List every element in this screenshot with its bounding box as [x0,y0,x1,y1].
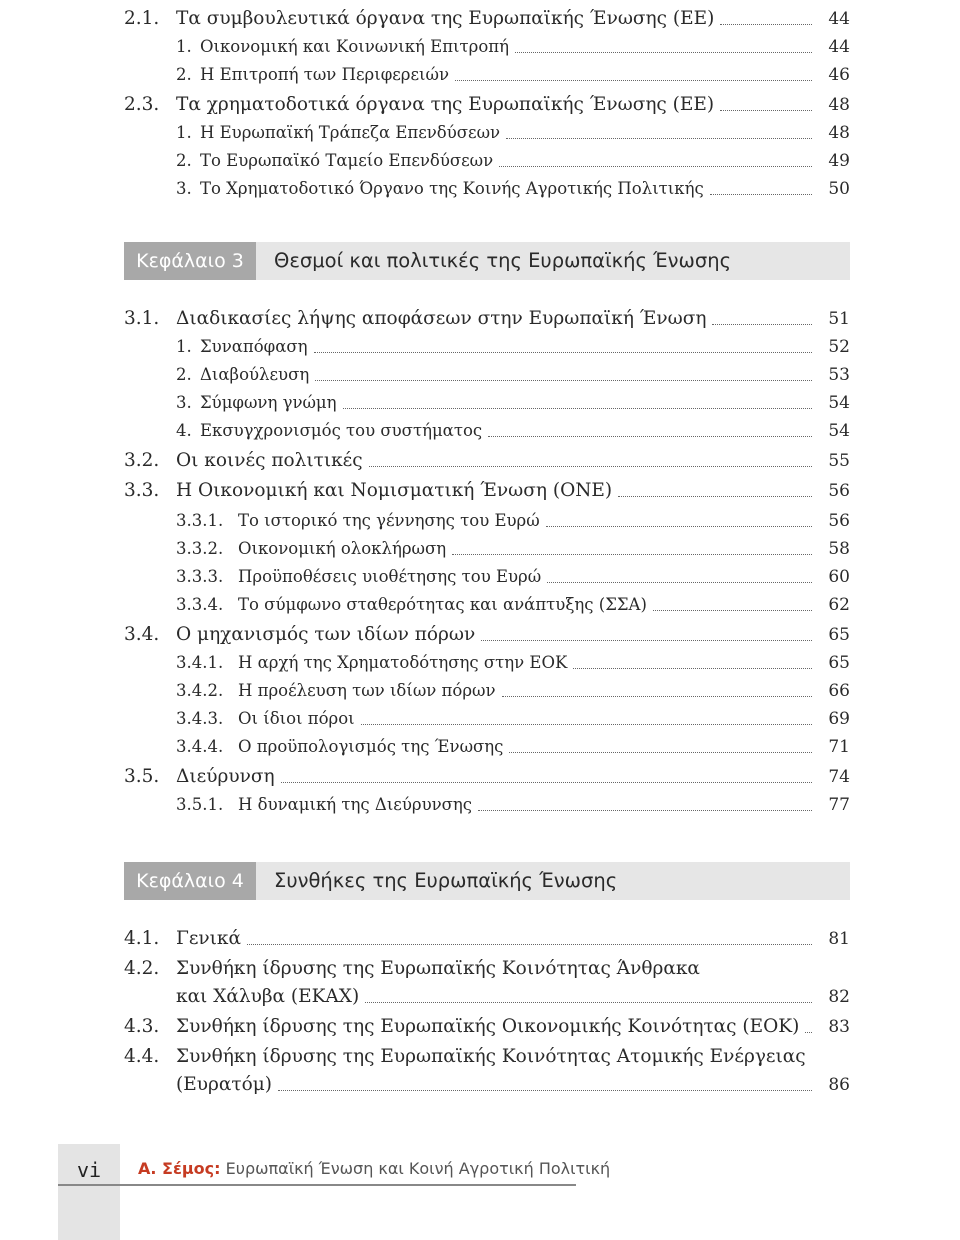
chapter-label: Κεφάλαιο 3 [124,242,256,280]
entry-page: 56 [828,481,850,501]
entry-number: 3.4. [124,624,160,645]
entry-page: 66 [828,681,850,701]
toc-entry [124,116,850,144]
dot-leader [361,724,812,725]
entry-number: 4.3. [124,1016,160,1037]
entry-number: 3.4.3. [176,709,224,728]
toc-entry [124,358,850,386]
chapter-title: Συνθήκες της Ευρωπαϊκής Ένωσης [274,869,618,892]
toc-entry [124,646,850,674]
chapter-3-banner [124,242,850,280]
toc-entry [124,618,850,646]
running-footer [138,1159,610,1178]
toc-entry [124,788,850,816]
entry-page: 56 [828,511,850,531]
toc-entry [124,330,850,358]
entry-page: 65 [828,653,850,673]
entry-number: 4.4. [124,1046,160,1067]
entry-title: Οι κοινές πολιτικές [176,450,363,471]
entry-title: Οικονομική ολοκλήρωση [238,539,447,558]
entry-number: 3.3.2. [176,539,224,558]
entry-number: 3. [176,179,192,198]
entry-page: 74 [828,767,850,787]
entry-number: 3.3. [124,480,160,501]
toc-entry [124,702,850,730]
chapter-title: Θεσμοί και πολιτικές της Ευρωπαϊκής Ένωσης [274,249,732,272]
entry-title: Τα χρηματοδοτικά όργανα της Ευρωπαϊκής Ένωσης (ΕΕ) [176,94,715,115]
toc-entry [124,144,850,172]
entry-title: Το ιστορικό της γέννησης του Ευρώ [238,511,540,530]
toc-entry [124,30,850,58]
entry-page: 44 [828,9,850,29]
entry-number: 3.1. [124,308,160,329]
entry-number: 2. [176,365,192,384]
dot-leader [247,944,812,945]
entry-page: 65 [828,625,850,645]
entry-page: 82 [828,987,850,1007]
toc-entry [124,588,850,616]
toc-entry [124,386,850,414]
entry-title: Η Επιτροπή των Περιφερειών [200,65,449,84]
entry-title: Οικονομική και Κοινωνική Επιτροπή [200,37,510,56]
toc-entry [124,922,850,950]
toc-entry [124,560,850,588]
entry-number: 1. [176,337,192,356]
entry-page: 71 [828,737,850,757]
entry-page: 83 [828,1017,850,1037]
entry-title: Οι ίδιοι πόροι [238,709,355,728]
entry-number: 3.2. [124,450,160,471]
dot-leader [506,138,812,139]
dot-leader [805,1032,812,1033]
entry-title: Διαδικασίες λήψης αποφάσεων στην Ευρωπαϊκή Ένωση [176,308,707,329]
entry-title: Το Χρηματοδοτικό Όργανο της Κοινής Αγροτικής Πολιτικής [200,179,704,198]
entry-page: 86 [828,1075,850,1095]
toc-entry [124,302,850,330]
dot-leader [618,496,812,497]
entry-number: 3.3.4. [176,595,224,614]
entry-number: 4.2. [124,958,160,979]
entry-page: 52 [828,337,850,357]
toc-entry [124,58,850,86]
entry-number: 4. [176,421,192,440]
entry-number: 1. [176,123,192,142]
entry-title: Εκσυγχρονισμός του συστήματος [200,421,483,440]
dot-leader [478,810,812,811]
entry-title: Τα συμβουλευτικά όργανα της Ευρωπαϊκής Ένωσης (ΕΕ) [176,8,715,29]
entry-title: Διεύρυνση [176,766,275,787]
entry-title: Συναπόφαση [200,337,308,356]
entry-page: 54 [828,393,850,413]
dot-leader [481,640,812,641]
toc-entry [124,1010,850,1038]
toc-entry [124,172,850,200]
entry-title: Ο προϋπολογισμός της Ένωσης [238,737,504,756]
toc-entry [124,504,850,532]
toc-entry-continuation [176,980,850,1008]
entry-number: 3.5.1. [176,795,224,814]
dot-leader [712,324,812,325]
dot-leader [710,194,812,195]
entry-title-continuation: και Χάλυβα (ΕΚΑΧ) [176,986,360,1007]
entry-title: Ο μηχανισμός των ιδίων πόρων [176,624,476,645]
entry-number: 3.4.2. [176,681,224,700]
entry-number: 2.3. [124,94,160,115]
dot-leader [653,610,812,611]
entry-title: Η προέλευση των ιδίων πόρων [238,681,496,700]
footer-book-title: Ευρωπαϊκή Ένωση και Κοινή Αγροτική Πολιτική [225,1159,611,1178]
entry-title: Γενικά [176,928,241,949]
entry-number: 3.5. [124,766,160,787]
entry-number: 3.4.1. [176,653,224,672]
toc-entry-title-line [124,952,850,980]
entry-title: Το σύμφωνο σταθερότητας και ανάπτυξης (ΣΣΑ) [238,595,647,614]
entry-page: 49 [828,151,850,171]
dot-leader [720,110,812,111]
dot-leader [546,526,812,527]
toc-entry [124,532,850,560]
dot-leader [720,24,812,25]
entry-page: 69 [828,709,850,729]
toc-entry [124,88,850,116]
entry-page: 48 [828,95,850,115]
entry-page: 50 [828,179,850,199]
entry-page: 55 [828,451,850,471]
entry-page: 60 [828,567,850,587]
dot-leader [502,696,812,697]
entry-number: 4.1. [124,928,160,949]
entry-title: Η δυναμική της Διεύρυνσης [238,795,473,814]
entry-title: Συνθήκη ίδρυσης της Ευρωπαϊκής Κοινότητας Ατομικής Ενέργειας [176,1046,806,1067]
entry-number: 3.3.1. [176,511,224,530]
entry-title: Το Ευρωπαϊκό Ταμείο Επενδύσεων [200,151,494,170]
dot-leader [573,668,812,669]
entry-number: 2. [176,151,192,170]
entry-page: 81 [828,929,850,949]
toc-entry [124,674,850,702]
toc-entry [124,760,850,788]
dot-leader [369,466,812,467]
chapter-4-banner [124,862,850,900]
dot-leader [499,166,812,167]
dot-leader [281,782,812,783]
entry-number: 1. [176,37,192,56]
dot-leader [343,408,812,409]
entry-page: 51 [828,309,850,329]
dot-leader [515,52,812,53]
entry-page: 48 [828,123,850,143]
entry-page: 77 [828,795,850,815]
footer-divider [58,1184,576,1186]
toc-entry [124,414,850,442]
toc-entry [124,444,850,472]
dot-leader [547,582,812,583]
toc-entry-title-line [124,1040,850,1068]
chapter-label: Κεφάλαιο 4 [124,862,256,900]
entry-page: 54 [828,421,850,441]
dot-leader [488,436,812,437]
dot-leader [365,1002,812,1003]
entry-page: 53 [828,365,850,385]
dot-leader [315,380,812,381]
footer-author: Α. Σέμος: [138,1159,221,1178]
entry-title: Προϋποθέσεις υιοθέτησης του Ευρώ [238,567,542,586]
toc-entry [124,730,850,758]
entry-number: 2.1. [124,8,160,29]
toc-entry-continuation [176,1068,850,1096]
entry-title: Η Ευρωπαϊκή Τράπεζα Επενδύσεων [200,123,501,142]
entry-number: 3.3.3. [176,567,224,586]
entry-title: Η αρχή της Χρηματοδότησης στην ΕΟΚ [238,653,568,672]
entry-number: 3.4.4. [176,737,224,756]
dot-leader [509,752,812,753]
toc-entry [124,474,850,502]
entry-page: 44 [828,37,850,57]
page-number: vi [76,1158,102,1182]
entry-title-continuation: (Ευρατόμ) [176,1074,272,1095]
entry-title: Συνθήκη ίδρυσης της Ευρωπαϊκής Κοινότητας Άνθρακα [176,958,700,979]
dot-leader [278,1090,812,1091]
dot-leader [314,352,813,353]
toc-entry [124,2,850,30]
dot-leader [452,554,812,555]
entry-page: 58 [828,539,850,559]
entry-page: 46 [828,65,850,85]
entry-title: Συνθήκη ίδρυσης της Ευρωπαϊκής Οικονομικής Κοινότητας (ΕΟΚ) [176,1016,800,1037]
entry-title: Σύμφωνη γνώμη [200,393,337,412]
entry-title: Διαβούλευση [200,365,310,384]
entry-number: 3. [176,393,192,412]
entry-page: 62 [828,595,850,615]
dot-leader [455,80,812,81]
entry-number: 2. [176,65,192,84]
entry-title: Η Οικονομική και Νομισματική Ένωση (ΟΝΕ) [176,480,613,501]
